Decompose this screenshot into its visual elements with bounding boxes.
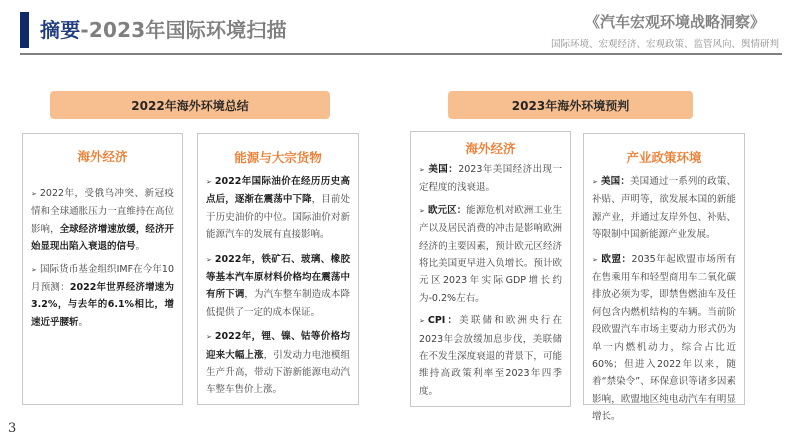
bullet-text: 。 [135,241,146,253]
card-2023-overseas-economy [410,131,571,407]
card-title: 产业政策环境 [626,150,702,165]
arrowhead-bullet-icon: ➢ [592,178,598,186]
bullet-item [206,173,350,244]
arrowhead-bullet-icon: ➢ [419,317,425,326]
bullet-bold-text: 全球经济增速放缓，经济开始显现出陷入衰退的信号 [31,223,174,253]
bullet-bold-text: 欧盟： [600,253,632,265]
group-header-2023-forecast: 2023年海外环境预判 [448,91,693,119]
bullet-bold-text: 2022年，锂、镍、钴等价格均迎来大幅上涨 [206,331,350,361]
bullet-bold-text: 2022年，铁矿石、玻璃、橡胶等基本汽车原材料价格均在震荡中有所下调 [206,253,350,301]
arrowhead-bullet-icon: ➢ [592,255,598,264]
bullet-bold-text: 美国： [427,164,459,175]
bullet-text: ，引发动力电池模组生产升高，带动下游新能源电动汽车整车售价上涨。 [206,349,350,396]
brand-subtitle: 国际环境、宏观经济、宏观政策、监管风向、舆情研判 [550,39,779,50]
bullet-text: 美联储和欧洲央行在2023年会放缓加息步伐，美联储在不发生深度衰退的背景下，可能维持高政策利率至2023年四季度。 [419,315,562,397]
bullet-bold-text: 2022年世界经济增速为3.2%，与去年的6.1%相比，增速近乎腰斩 [31,282,174,328]
arrowhead-bullet-icon: ➢ [206,333,212,342]
bullet-bold-text: CPI： [427,315,460,327]
bullet-bold-text: 美国： [600,176,630,187]
bullet-text: 能源危机对欧洲工业生产以及居民消费的冲击是影响欧洲经济的主要因素，预计欧元区经济将比美国更早进入负增长。预计欧元区2023年实际GDP增长约为-0.2%左右。 [419,204,562,304]
arrowhead-bullet-icon: ➢ [419,166,425,174]
bullet-item [592,173,736,244]
header-divider [20,53,782,55]
arrowhead-bullet-icon: ➢ [206,255,212,264]
bullet-bold-text: 2022年国际油价在经历历史高点后，逐渐在震荡中下降 [206,176,350,206]
arrowhead-bullet-icon: ➢ [31,190,37,198]
card-title: 能源与大宗货物 [234,150,322,165]
arrowhead-bullet-icon: ➢ [206,178,212,186]
card-title: 海外经济 [77,149,128,164]
bullet-text: 国际货币基金组织IMF在今年10月预测： [31,263,174,294]
bullet-text: 美国通过一系列的政策、补贴、声明等，欲发展本国的新能源产业，并通过友岸外包、补贴、等限制中国新能源产业发展。 [592,176,736,241]
page-title [40,14,287,43]
bullet-text: 2023年美国经济出现一定程度的浅衰退。 [419,164,562,194]
bullet-text: 。 [78,316,89,328]
bullet-item [592,251,736,426]
card-title: 海外经济 [465,141,516,156]
page-title-rest: -2023年国际环境扫描 [80,18,287,42]
bullet-item [419,161,562,197]
card-2022-energy-commodities [197,133,359,405]
bullet-item [31,261,174,332]
bullet-item [419,202,562,307]
title-accent-bar [20,12,29,48]
card-2023-industry-policy [583,133,745,423]
bullet-item [419,312,562,400]
bullet-item [206,251,350,322]
bullet-bold-text: 欧元区： [427,204,467,216]
page-title-lead: 摘要 [40,18,81,42]
bullet-item [31,185,174,256]
bullet-text: ，为汽车整车制造成本降低提供了一定的成本保证。 [206,289,350,318]
brand-title: 《汽车宏观环境战略洞察》 [584,13,765,31]
bullet-text: 2035年起欧盟市场所有在售乘用车和轻型商用车二氧化碳排放必须为零，即禁售燃油车及任何包含内燃机结构的车辆。当前阶段欧盟汽车市场主要动力形式仍为单一内燃机动力，综合占比近60%；但进入2022年以来，随着“禁染令”、环保意识等诸多因素影响，欧盟地区纯电动汽车有明显增长。 [592,253,736,423]
bullet-item [206,328,350,399]
page-number: 3 [8,421,17,436]
bullet-text: 2022年，受俄乌冲突、新冠疫情和全球通胀压力一直维持在高位影响， [31,188,174,235]
arrowhead-bullet-icon: ➢ [419,206,425,215]
bullet-text: ，目前处于历史油价的中位。国际油价对新能源汽车的发展有直接影响。 [206,194,350,241]
arrowhead-bullet-icon: ➢ [31,265,37,274]
card-2022-overseas-economy [22,133,183,405]
group-header-2022-summary: 2022年海外环境总结 [50,91,330,119]
